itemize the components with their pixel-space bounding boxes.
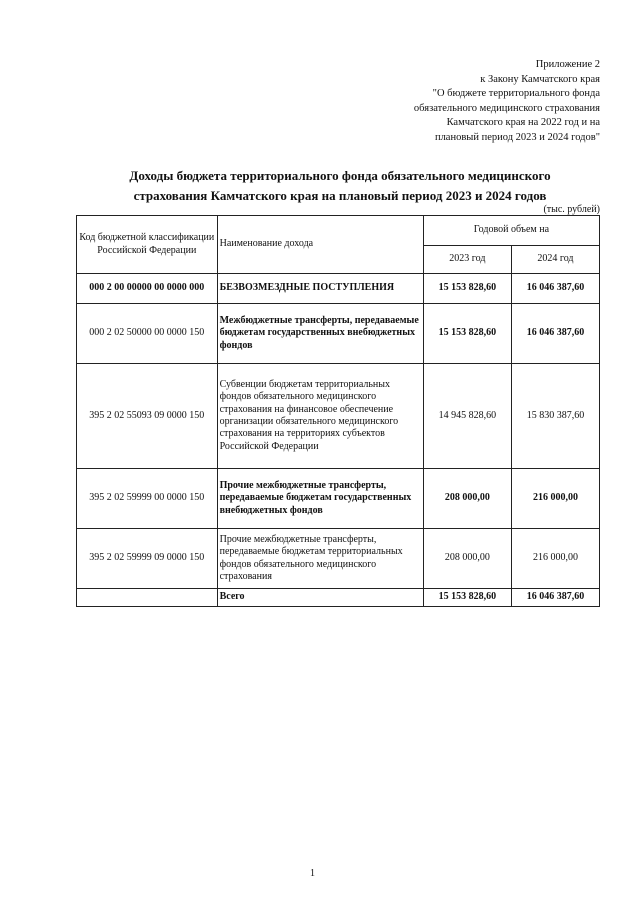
- row-value-2024: 15 830 387,60: [511, 364, 599, 469]
- appendix-header: [300, 58, 600, 146]
- row-name: Прочие межбюджетные трансферты, передаваемые бюджетам государственных внебюджетных фондов: [217, 469, 423, 529]
- row-name: Субвенции бюджетам территориальных фондов обязательного медицинского страхования на финансовое обеспечение организации обязательного медицинского страхования на территориях субъектов Российской Федерации: [217, 364, 423, 469]
- page-number: 1: [310, 868, 315, 879]
- table-row: [77, 469, 600, 529]
- row-name: Межбюджетные трансферты, передаваемые бюджетам государственных внебюджетных фондов: [217, 304, 423, 364]
- row-name: БЕЗВОЗМЕЗДНЫЕ ПОСТУПЛЕНИЯ: [217, 274, 423, 304]
- appendix-line: плановый период 2023 и 2024 годов": [434, 131, 600, 143]
- total-value-2023: 15 153 828,60: [423, 589, 511, 607]
- row-code: 395 2 02 59999 09 0000 150: [77, 529, 218, 589]
- row-value-2023: 208 000,00: [423, 469, 511, 529]
- row-value-2024: 16 046 387,60: [511, 274, 599, 304]
- total-row: [77, 589, 600, 607]
- document-title: [60, 166, 620, 206]
- row-value-2023: 14 945 828,60: [423, 364, 511, 469]
- row-value-2024: 216 000,00: [511, 469, 599, 529]
- row-code: 395 2 02 55093 09 0000 150: [77, 364, 218, 469]
- table-row: [77, 364, 600, 469]
- appendix-line: Камчатского края на 2022 год и на: [446, 117, 600, 129]
- row-code: 395 2 02 59999 00 0000 150: [77, 469, 218, 529]
- header-name: Наименование дохода: [217, 216, 423, 274]
- row-value-2023: 15 153 828,60: [423, 304, 511, 364]
- table-row: [77, 529, 600, 589]
- header-code: Код бюджетной классификации Российской Федерации: [77, 216, 218, 274]
- header-volume: Годовой объем на: [423, 216, 599, 246]
- table-row: [77, 274, 600, 304]
- appendix-line: к Закону Камчатского края: [480, 73, 600, 85]
- row-value-2023: 208 000,00: [423, 529, 511, 589]
- revenue-table: [76, 215, 600, 607]
- title-line: Доходы бюджета территориального фонда обязательного медицинского: [129, 168, 551, 183]
- row-code: 000 2 00 00000 00 0000 000: [77, 274, 218, 304]
- row-value-2024: 16 046 387,60: [511, 304, 599, 364]
- header-year-2023: 2023 год: [423, 246, 511, 274]
- appendix-line: "О бюджете территориального фонда: [432, 88, 600, 100]
- units-label: (тыс. рублей): [543, 204, 600, 215]
- total-value-2024: 16 046 387,60: [511, 589, 599, 607]
- row-value-2023: 15 153 828,60: [423, 274, 511, 304]
- total-code: [77, 589, 218, 607]
- row-value-2024: 216 000,00: [511, 529, 599, 589]
- row-code: 000 2 02 50000 00 0000 150: [77, 304, 218, 364]
- total-label: Всего: [217, 589, 423, 607]
- table-row: [77, 304, 600, 364]
- title-line: страхования Камчатского края на плановый период 2023 и 2024 годов: [133, 188, 547, 203]
- appendix-line: обязательного медицинского страхования: [413, 102, 600, 114]
- appendix-line: Приложение 2: [535, 59, 600, 70]
- row-name: Прочие межбюджетные трансферты, передаваемые бюджетам территориальных фондов обязательного медицинского страхования: [217, 529, 423, 589]
- header-year-2024: 2024 год: [511, 246, 599, 274]
